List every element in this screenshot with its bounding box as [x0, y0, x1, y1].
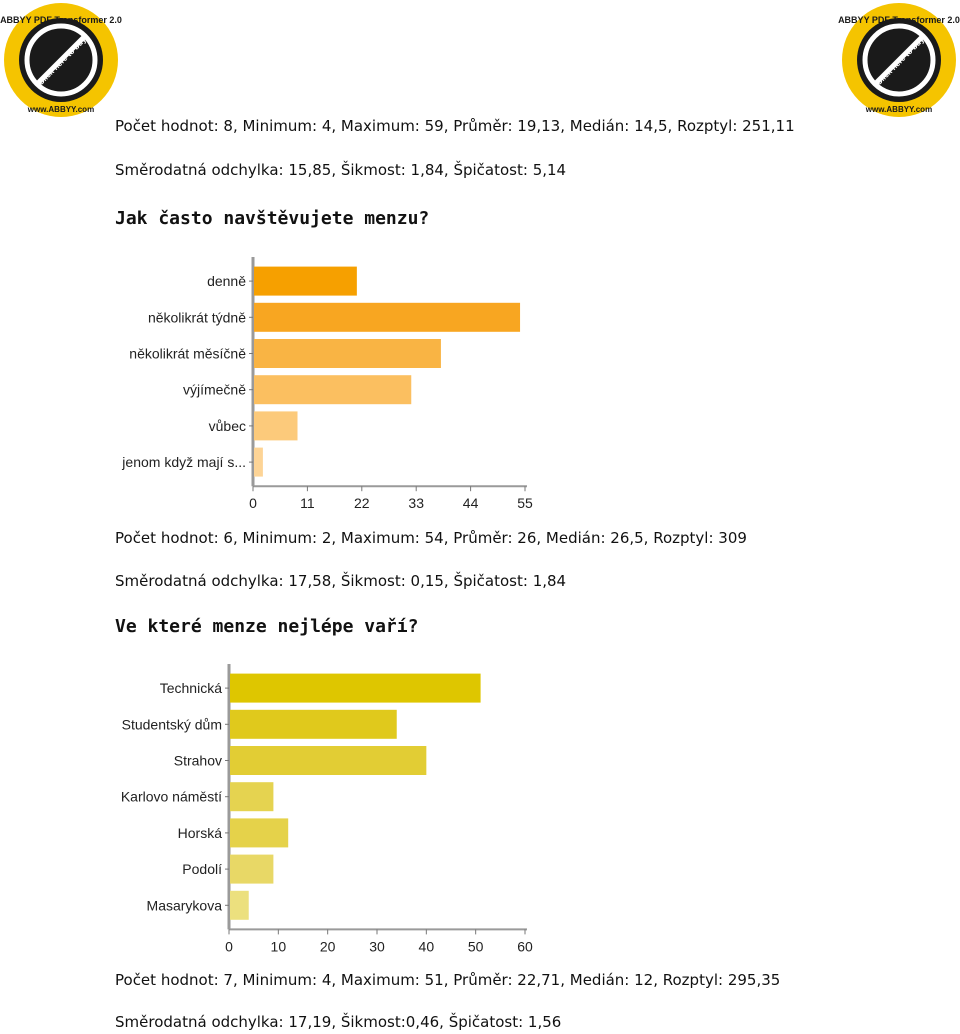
category-label: několikrát měsíčně — [129, 345, 246, 362]
stats-line: Směrodatná odchylka: 15,85, Šikmost: 1,84, Špičatost: 5,14 — [115, 161, 567, 179]
bar — [230, 782, 273, 811]
stats-line: Počet hodnot: 8, Minimum: 4, Maximum: 59, Průměr: 19,13, Medián: 14,5, Rozptyl: 251,11 — [115, 117, 795, 135]
x-tick-label: 60 — [517, 938, 533, 955]
x-tick-label: 0 — [249, 495, 257, 510]
category-label: Studentský dům — [121, 716, 222, 733]
bar — [230, 710, 397, 739]
category-label: výjímečně — [182, 381, 246, 398]
bar — [230, 891, 249, 920]
x-tick-label: 22 — [354, 495, 370, 510]
stats-line: Počet hodnot: 6, Minimum: 2, Maximum: 54, Průměr: 26, Medián: 26,5, Rozptyl: 309 — [115, 529, 747, 547]
x-tick-label: 44 — [462, 495, 479, 510]
stats-line: Směrodatná odchylka: 17,19, Šikmost:0,46, Špičatost: 1,56 — [115, 1013, 562, 1031]
question-heading: Ve které menze nejlépe vaří? — [115, 616, 419, 637]
badge-buy-link[interactable]: Click here to buy — [874, 35, 927, 88]
x-tick-label: 55 — [517, 495, 533, 510]
category-label: Podolí — [182, 861, 222, 878]
x-tick-label: 33 — [408, 495, 424, 510]
bar — [254, 448, 263, 477]
bar — [254, 267, 357, 296]
bar — [230, 855, 273, 884]
category-label: jenom když mají s... — [122, 454, 246, 471]
category-label: několikrát týdně — [147, 309, 246, 326]
category-label: Karlovo náměstí — [120, 788, 222, 805]
bar — [254, 303, 520, 332]
question-heading: Jak často navštěvujete menzu? — [115, 208, 430, 229]
badge-title: ABBYY PDF Transformer 2.0 — [838, 15, 960, 25]
bar — [254, 411, 298, 440]
stats-line: Počet hodnot: 7, Minimum: 4, Maximum: 51, Průměr: 22,71, Medián: 12, Rozptyl: 295,35 — [115, 971, 781, 989]
category-label: Strahov — [173, 752, 222, 769]
bar-chart-best-canteen — [0, 660, 960, 955]
badge-buy-link[interactable]: Click here to buy — [36, 35, 89, 88]
x-tick-label: 11 — [300, 495, 315, 510]
abbyy-badge-left[interactable] — [0, 0, 122, 122]
category-label: vůbec — [208, 417, 246, 434]
category-label: Technická — [159, 680, 222, 697]
abbyy-badge-right[interactable] — [838, 0, 960, 122]
x-tick-label: 30 — [369, 938, 385, 955]
badge-url: www.ABBYY.com — [865, 105, 933, 114]
bar — [230, 818, 288, 847]
badge-title: ABBYY PDF Transformer 2.0 — [0, 15, 122, 25]
x-tick-label: 50 — [467, 938, 484, 955]
bar — [230, 746, 426, 775]
stats-line: Směrodatná odchylka: 17,58, Šikmost: 0,15, Špičatost: 1,84 — [115, 572, 567, 590]
category-label: denně — [207, 273, 246, 290]
x-tick-label: 0 — [225, 938, 233, 955]
bar — [230, 674, 481, 703]
category-label: Masarykova — [146, 897, 222, 914]
badge-url: www.ABBYY.com — [27, 105, 95, 114]
x-tick-label: 40 — [418, 938, 435, 955]
bar — [254, 375, 411, 404]
category-label: Horská — [177, 824, 222, 841]
bar — [254, 339, 441, 368]
bar-chart-visit-frequency — [0, 255, 960, 510]
x-tick-label: 20 — [319, 938, 336, 955]
x-tick-label: 10 — [270, 938, 287, 955]
